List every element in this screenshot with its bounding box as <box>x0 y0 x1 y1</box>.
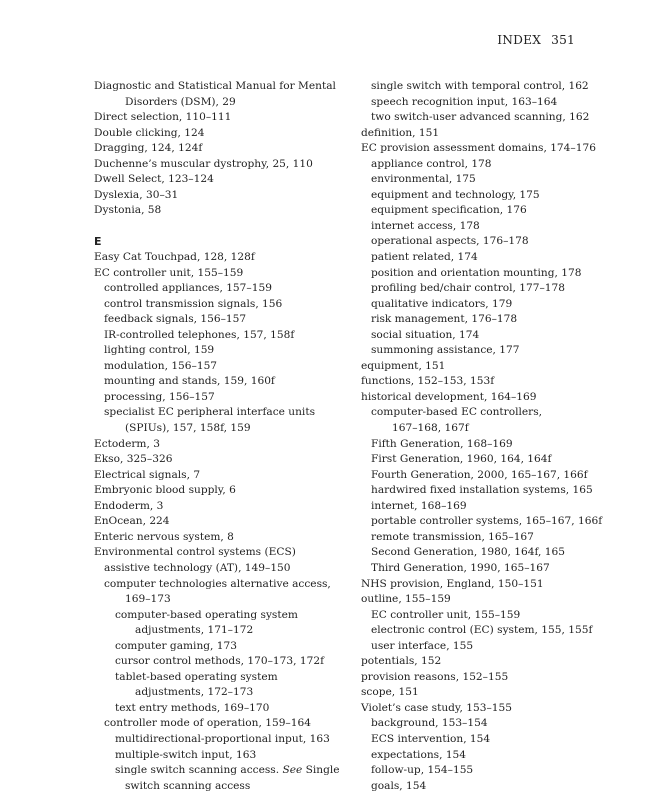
see-reference: See <box>282 764 303 777</box>
index-entry <box>94 732 352 748</box>
index-entry-text: portable controller systems, 165–167, 166f <box>371 515 603 528</box>
index-column-right <box>361 79 603 794</box>
index-entry <box>361 266 591 282</box>
index-entry-text: operational aspects, 176–178 <box>371 235 529 248</box>
index-entry <box>94 312 352 328</box>
index-entry-text: equipment and technology, 175 <box>371 188 540 201</box>
index-entry-text: profiling bed/chair control, 177–178 <box>371 282 566 295</box>
index-entry-text: potentials, 152 <box>361 655 442 668</box>
index-entry <box>94 499 352 515</box>
index-entry-text: Endoderm, 3 <box>94 499 164 512</box>
index-entry-text: multiple-switch input, 163 <box>115 748 257 761</box>
index-entry-text: computer-based operating system <box>115 608 298 621</box>
index-entry <box>361 250 591 266</box>
index-entry-text: assistive technology (AT), 149–150 <box>104 561 291 574</box>
index-entry <box>94 577 352 593</box>
index-entry-text: adjustments, 172–173 <box>135 686 254 699</box>
index-entry <box>94 266 352 282</box>
index-entry-text: Ekso, 325–326 <box>94 453 173 466</box>
index-entry-text: single switch scanning access. <box>115 764 280 777</box>
index-entry <box>94 172 352 188</box>
index-entry-text: speech recognition input, 163–164 <box>371 95 558 108</box>
index-entry <box>94 592 352 608</box>
section-letter: E <box>94 235 102 249</box>
index-entry <box>94 483 352 499</box>
index-entry-text: mounting and stands, 159, 160f <box>104 375 275 388</box>
index-entry <box>361 561 591 577</box>
index-entry-text: Fifth Generation, 168–169 <box>371 437 513 450</box>
index-entry-text: Electrical signals, 7 <box>94 468 201 481</box>
index-entry-text: lighting control, 159 <box>104 344 215 357</box>
index-entry-text: Dyslexia, 30–31 <box>94 188 179 201</box>
index-entry <box>361 701 591 717</box>
index-entry <box>361 623 591 639</box>
index-column-left <box>94 79 352 794</box>
index-entry-text: Dystonia, 58 <box>94 204 162 217</box>
index-entry-text: functions, 152–153, 153f <box>361 375 495 388</box>
index-entry-text: switch scanning access <box>125 779 251 792</box>
index-entry <box>361 343 591 359</box>
index-entry <box>94 359 352 375</box>
index-entry-text: Enteric nervous system, 8 <box>94 530 234 543</box>
index-entry <box>94 141 352 157</box>
index-entry-text: outline, 155–159 <box>361 593 451 606</box>
index-entry-text: electronic control (EC) system, 155, 155f <box>371 624 593 637</box>
index-entry <box>361 670 591 686</box>
index-entry <box>361 374 591 390</box>
index-entry <box>361 390 591 406</box>
index-entry <box>361 483 591 499</box>
index-entry <box>361 219 591 235</box>
index-entry-text: position and orientation mounting, 178 <box>371 266 582 279</box>
index-entry <box>361 452 591 468</box>
index-entry-text: Direct selection, 110–111 <box>94 111 232 124</box>
index-entry <box>94 188 352 204</box>
index-entry-text: background, 153–154 <box>371 717 488 730</box>
index-entry <box>94 203 352 219</box>
index-entry <box>361 592 591 608</box>
index-entry-text: Double clicking, 124 <box>94 126 205 139</box>
index-entry-text: appliance control, 178 <box>371 157 492 170</box>
index-entry <box>94 95 352 111</box>
index-entry <box>94 390 352 406</box>
section-spacer <box>94 219 352 235</box>
index-entry-text: Ectoderm, 3 <box>94 437 160 450</box>
index-entry <box>361 172 591 188</box>
index-entry <box>361 234 591 250</box>
index-entry <box>361 359 591 375</box>
index-entry <box>94 421 352 437</box>
index-entry <box>94 639 352 655</box>
index-entry <box>361 763 591 779</box>
index-entry-text: internet, 168–169 <box>371 499 467 512</box>
index-entry <box>94 79 352 95</box>
index-entry <box>361 654 591 670</box>
index-entry <box>94 608 352 624</box>
index-entry <box>361 79 591 95</box>
index-entry-text: feedback signals, 156–157 <box>104 313 247 326</box>
index-entry-text: controlled appliances, 157–159 <box>104 282 272 295</box>
index-entry <box>94 763 352 779</box>
index-entry <box>361 779 591 795</box>
index-entry <box>361 203 591 219</box>
index-entry-text: control transmission signals, 156 <box>104 297 283 310</box>
index-entry <box>361 312 591 328</box>
index-entry-text: provision reasons, 152–155 <box>361 670 509 683</box>
index-entry-text: computer-based EC controllers, <box>371 406 543 419</box>
index-entry <box>94 748 352 764</box>
index-entry-text: EC controller unit, 155–159 <box>371 608 521 621</box>
index-entry-text: Second Generation, 1980, 164f, 165 <box>371 546 566 559</box>
index-entry-text: EnOcean, 224 <box>94 515 170 528</box>
index-entry-text: adjustments, 171–172 <box>135 624 254 637</box>
index-entry-text: goals, 154 <box>371 779 427 792</box>
index-entry <box>361 577 591 593</box>
index-entry-text: risk management, 176–178 <box>371 313 518 326</box>
index-entry-text: 167–168, 167f <box>392 422 469 435</box>
see-target: Single <box>302 764 340 777</box>
index-entry-text: ECS intervention, 154 <box>371 732 491 745</box>
index-entry-text: (SPIUs), 157, 158f, 159 <box>125 422 251 435</box>
index-entry <box>361 421 591 437</box>
index-entry <box>94 561 352 577</box>
index-entry <box>361 468 591 484</box>
page-number: 351 <box>551 33 575 47</box>
index-entry-text: modulation, 156–157 <box>104 359 218 372</box>
index-entry-text: EC controller unit, 155–159 <box>94 266 244 279</box>
index-entry <box>361 748 591 764</box>
index-entry-text: definition, 151 <box>361 126 440 139</box>
index-entry <box>94 250 352 266</box>
index-entry-text: controller mode of operation, 159–164 <box>104 717 311 730</box>
index-entry <box>361 328 591 344</box>
index-entry <box>94 514 352 530</box>
index-entry-text: Fourth Generation, 2000, 165–167, 166f <box>371 468 588 481</box>
index-entry-text: IR-controlled telephones, 157, 158f <box>104 328 295 341</box>
index-entry <box>94 374 352 390</box>
index-entry <box>361 437 591 453</box>
index-entry-text: multidirectional-proportional input, 163 <box>115 732 330 745</box>
index-entry <box>361 639 591 655</box>
index-entry-text: summoning assistance, 177 <box>371 344 520 357</box>
index-entry <box>361 545 591 561</box>
index-entry <box>94 343 352 359</box>
index-entry <box>94 654 352 670</box>
index-entry-text: equipment specification, 176 <box>371 204 527 217</box>
index-entry <box>361 514 603 530</box>
index-entry <box>361 188 591 204</box>
index-entry <box>94 157 352 173</box>
index-entry-text: processing, 156–157 <box>104 390 215 403</box>
index-entry-text: NHS provision, England, 150–151 <box>361 577 544 590</box>
index-entry-text: cursor control methods, 170–173, 172f <box>115 655 324 668</box>
index-entry-text: Diagnostic and Statistical Manual for Mental <box>94 80 336 92</box>
index-entry-text: First Generation, 1960, 164, 164f <box>371 453 552 466</box>
index-entry <box>361 608 591 624</box>
index-entry-text: tablet-based operating system <box>115 670 278 683</box>
index-entry <box>94 328 352 344</box>
index-entry <box>361 110 591 126</box>
index-entry <box>94 437 352 453</box>
header-title: INDEX <box>497 33 542 47</box>
index-entry-text: 169–173 <box>125 593 171 606</box>
index-entry-text: Duchenne’s muscular dystrophy, 25, 110 <box>94 157 313 170</box>
index-entry <box>94 716 352 732</box>
index-entry-text: EC provision assessment domains, 174–176 <box>361 142 596 155</box>
index-entry-text: single switch with temporal control, 162 <box>371 80 589 92</box>
index-entry-text: computer technologies alternative access, <box>104 577 331 590</box>
index-entry <box>361 297 591 313</box>
index-entry-text: computer gaming, 173 <box>115 639 238 652</box>
index-entry <box>94 405 352 421</box>
index-entry <box>361 685 591 701</box>
index-entry-text: social situation, 174 <box>371 328 480 341</box>
index-entry <box>94 779 352 795</box>
index-entry-text: Disorders (DSM), 29 <box>125 95 236 108</box>
index-entry-text: environmental, 175 <box>371 173 476 186</box>
index-entry <box>361 95 591 111</box>
index-entry <box>94 468 352 484</box>
index-entry <box>361 530 591 546</box>
index-entry <box>361 732 591 748</box>
index-entry-text: specialist EC peripheral interface units <box>104 406 316 419</box>
index-entry-text: Dragging, 124, 124f <box>94 142 203 155</box>
index-entry <box>361 281 591 297</box>
index-entry <box>94 110 352 126</box>
index-entry-text: Easy Cat Touchpad, 128, 128f <box>94 251 255 264</box>
index-entry <box>361 157 591 173</box>
index-entry <box>361 716 591 732</box>
index-entry <box>94 126 352 142</box>
index-entry <box>361 405 591 421</box>
index-entry <box>94 623 352 639</box>
index-entry-text: hardwired fixed installation systems, 165 <box>371 484 593 497</box>
running-header <box>497 33 575 47</box>
index-entry <box>361 141 596 157</box>
index-entry-text: Embryonic blood supply, 6 <box>94 484 236 497</box>
index-entry <box>361 126 591 142</box>
index-entry-text: scope, 151 <box>361 686 419 699</box>
index-entry-text: internet access, 178 <box>371 219 480 232</box>
index-entry-text: qualitative indicators, 179 <box>371 297 513 310</box>
index-entry <box>94 297 352 313</box>
index-entry <box>361 499 591 515</box>
index-entry-text: remote transmission, 165–167 <box>371 530 534 543</box>
index-entry <box>94 701 352 717</box>
index-entry-text: patient related, 174 <box>371 251 478 264</box>
index-entry-text: Dwell Select, 123–124 <box>94 173 214 186</box>
index-entry <box>94 530 352 546</box>
index-entry-text: expectations, 154 <box>371 748 467 761</box>
index-entry <box>94 452 352 468</box>
index-entry-text: Third Generation, 1990, 165–167 <box>371 561 550 574</box>
index-entry-text: two switch-user advanced scanning, 162 <box>371 111 590 124</box>
index-entry <box>94 545 352 561</box>
index-entry <box>94 281 352 297</box>
index-entry-text: user interface, 155 <box>371 639 474 652</box>
index-entry-text: equipment, 151 <box>361 359 446 372</box>
index-entry-text: text entry methods, 169–170 <box>115 701 270 714</box>
index-entry <box>94 670 352 686</box>
index-entry <box>94 685 352 701</box>
index-entry-text: historical development, 164–169 <box>361 390 537 403</box>
index-entry-text: Environmental control systems (ECS) <box>94 546 296 559</box>
index-entry-text: follow-up, 154–155 <box>371 764 474 777</box>
index-entry-text: Violet’s case study, 153–155 <box>361 701 512 714</box>
